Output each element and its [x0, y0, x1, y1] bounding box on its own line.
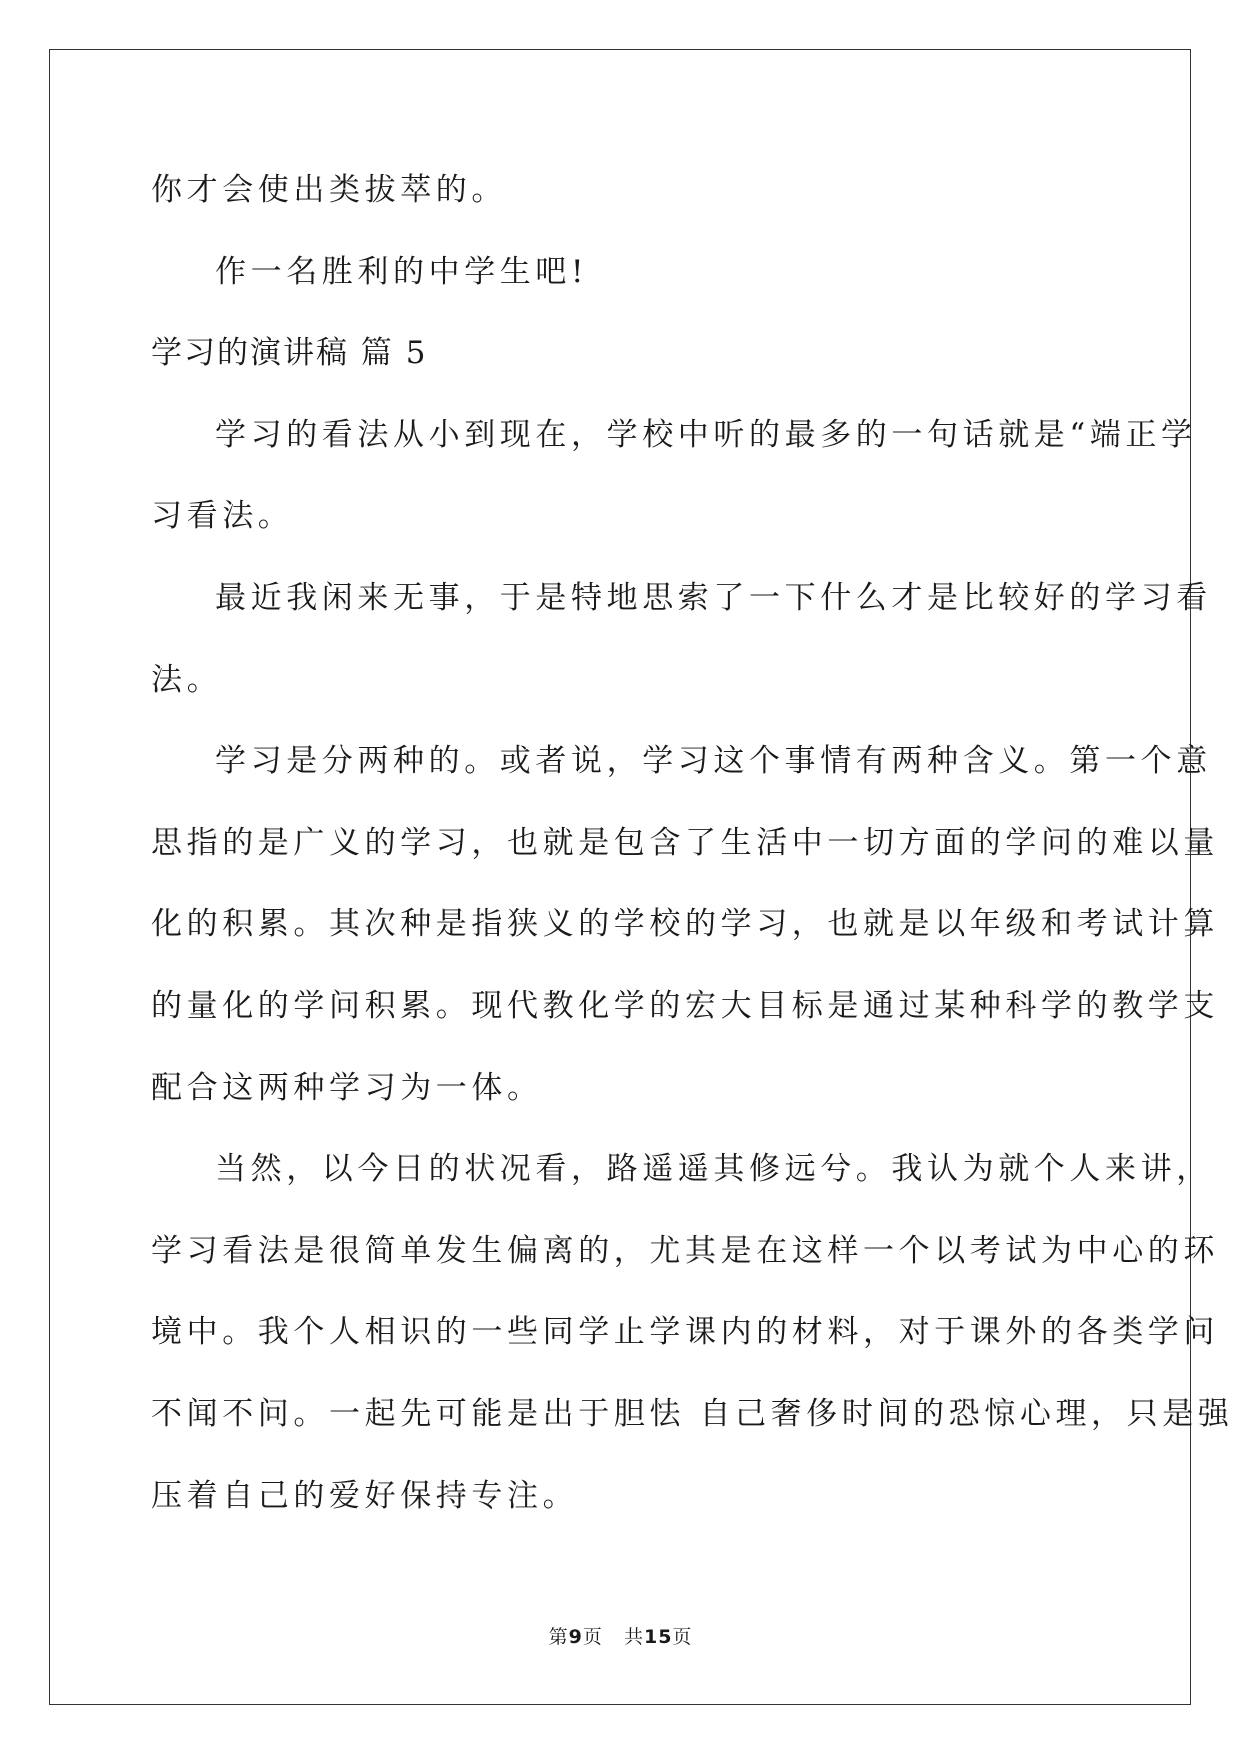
- total-suffix: 页: [672, 1626, 693, 1648]
- page-footer: [0, 1622, 1241, 1649]
- paragraph-line: 法。: [151, 661, 223, 698]
- paragraph-line: 学习的看法从小到现在，学校中听的最多的一句话就是“端正学: [215, 416, 1197, 453]
- paragraph-line: 学习看法是很简单发生偏离的，尤其是在这样一个以考试为中心的环: [151, 1232, 1219, 1269]
- paragraph-line: 学习是分两种的。或者说，学习这个事情有两种含义。第一个意: [215, 743, 1212, 780]
- paragraph-line: 最近我闲来无事，于是特地思索了一下什么才是比较好的学习看: [215, 579, 1212, 616]
- page-suffix: 页: [582, 1626, 603, 1648]
- paragraph-line: 压着自己的爱好保持专注。: [151, 1477, 579, 1514]
- paragraph-line: 不闻不问。一起先可能是出于胆怯 自己奢侈时间的恐惊心理，只是强: [151, 1395, 1234, 1432]
- page-prefix: 第: [548, 1626, 569, 1648]
- paragraph-line: 的量化的学问积累。现代教化学的宏大目标是通过某种科学的教学支: [151, 987, 1219, 1024]
- paragraph-line: 化的积累。其次种是指狭义的学校的学习，也就是以年级和考试计算: [151, 906, 1219, 943]
- paragraph-line: 当然，以今日的状况看，路遥遥其修远兮。我认为就个人来讲，: [215, 1151, 1212, 1188]
- document-body: [151, 150, 1234, 1537]
- paragraph-line: 作一名胜利的中学生吧!: [215, 253, 589, 290]
- paragraph-line: 你才会使出类拔萃的。: [151, 172, 507, 208]
- current-page-number: 9: [568, 1626, 583, 1648]
- paragraph-line: 思指的是广义的学习，也就是包含了生活中一切方面的学问的难以量: [151, 824, 1219, 861]
- paragraph-line: 配合这两种学习为一体。: [151, 1069, 543, 1106]
- total-prefix: 共: [623, 1626, 644, 1648]
- section-heading: 学习的演讲稿 篇 5: [151, 335, 428, 372]
- paragraph-line: 境中。我个人相识的一些同学止学课内的材料，对于课外的各类学问: [151, 1314, 1219, 1351]
- total-pages-number: 15: [643, 1626, 673, 1648]
- paragraph-line: 习看法。: [151, 498, 294, 535]
